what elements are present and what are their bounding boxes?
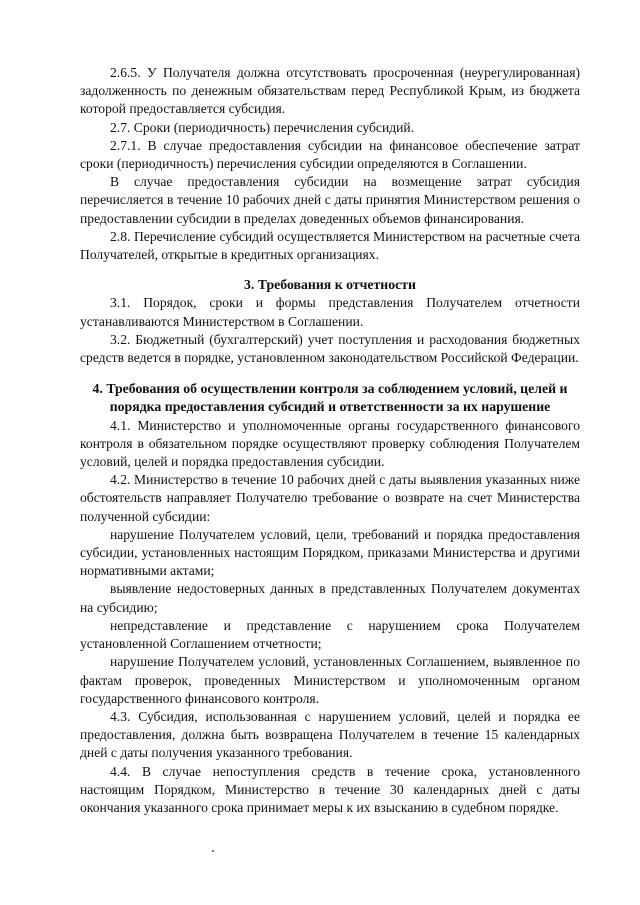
list-item-false-data: выявление недостоверных данных в представленных Получателем документах на субсидию; (80, 581, 580, 615)
paragraph-4-1: 4.1. Министерство и уполномоченные органы государственного финансового контроля в обязательном порядке осуществляют проверку соблюдения Получателем условий, целей и порядка предоставления субсидии. (80, 417, 580, 470)
paragraph-3-1: 3.1. Порядок, сроки и формы представления Получателем отчетности устанавливаются Министерством в Соглашении. (80, 295, 580, 329)
paragraph-2-8: 2.8. Перечисление субсидий осуществляется Министерством на расчетные счета Получателей, открытые в кредитных организациях. (80, 228, 580, 263)
spacer (80, 264, 580, 276)
paragraph-2-6-5: 2.6.5. У Получателя должна отсутствовать просроченная (неурегулированная) задолженность по денежным обязательствам перед Республикой Крым, из бюджета которой предоставляется субсидия. (80, 65, 580, 117)
list-item-reporting: непредставление и представление с нарушением срока Получателем установленной Соглашением отчетности; (80, 617, 580, 652)
paragraph-3-2: 3.2. Бюджетный (бухгалтерский) учет поступления и расходования бюджетных средств ведется в порядке, установленном законодательством Российской Федерации. (80, 331, 580, 366)
paragraph-4-2: 4.2. Министерство в течение 10 рабочих дней с даты выявления указанных ниже обстоятельств направляет Получателю требование о возврате на счет Министерства полученной субсидии: (80, 472, 580, 524)
section-4-heading: 4. Требования об осуществлении контроля за соблюдением условий, целей и порядка предоставления субсидий и ответственности за их нарушение (92, 381, 568, 415)
list-item-violation: нарушение Получателем условий, цели, требований и порядка предоставления субсидии, установленных настоящим Порядком, приказами Министерства и другими нормативными актами; (80, 526, 580, 579)
spacer (80, 367, 580, 380)
paragraph-4-4: 4.4. В случае непоступления средств в течение срока, установленного настоящим Порядком, Министерство в течение 30 календарных дней с даты окончания указанного срока принимает меры к их взысканию в судебном порядке. (80, 763, 580, 815)
paragraph-4-3: 4.3. Субсидия, использованная с нарушением условий, целей и порядка ее предоставления, должна быть возвращена Получателем в течение 15 календарных дней с даты получения указанного требования. (80, 708, 580, 761)
paragraph-reimbursement: В случае предоставления субсидии на возмещение затрат субсидия перечисляется в течение 10 рабочих дней с даты принятия Министерством решения о предоставлении субсидии в пределах доведенных объемов финансирования. (80, 174, 580, 226)
section-3-heading: 3. Требования к отчетности (244, 277, 416, 293)
paragraph-2-7: 2.7. Сроки (периодичность) перечисления субсидий. (110, 119, 415, 135)
scan-speck (212, 850, 214, 852)
document-body (80, 64, 580, 817)
list-item-inspection: нарушение Получателем условий, установленных Соглашением, выявленное по фактам проверок, проведенных Министерством и уполномоченным органом государственного финансового контроля. (80, 654, 580, 706)
paragraph-2-7-1: 2.7.1. В случае предоставления субсидии на финансовое обеспечение затрат сроки (периодичность) перечисления субсидии определяются в Соглашении. (80, 137, 580, 172)
